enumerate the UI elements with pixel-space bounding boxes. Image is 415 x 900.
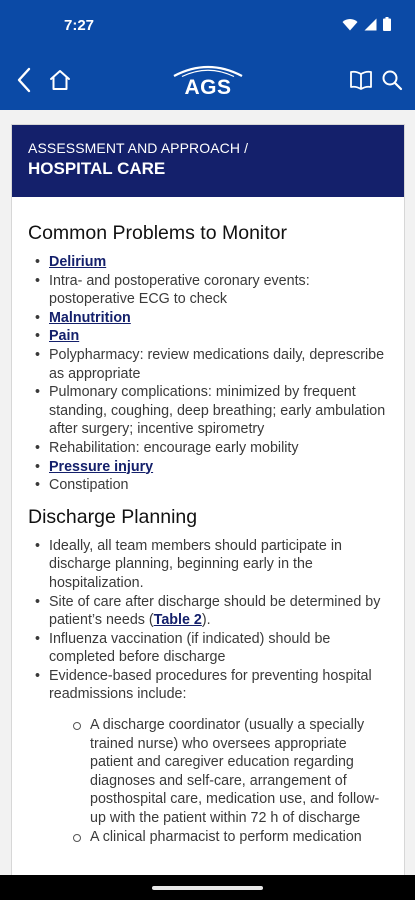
list-item bbox=[28, 309, 388, 328]
list-item: A discharge coordinator (usually a specially trained nurse) who oversees appropriate patient and caregiver education regarding diagnoses and self-care, arrangement of posthospital care, medication use, and follow-up with the patient within 72 h of discharge bbox=[69, 716, 388, 828]
home-gesture-handle[interactable] bbox=[152, 886, 263, 890]
list-item: • Site of care after discharge should be determined by patient’s needs (Table 2). bbox=[28, 593, 388, 630]
delirium-link[interactable]: Delirium bbox=[49, 254, 107, 270]
book-icon bbox=[349, 69, 373, 96]
section-path: ASSESSMENT AND APPROACH / bbox=[28, 140, 249, 156]
content-card bbox=[11, 124, 405, 875]
status-time: 7:27 bbox=[64, 17, 95, 34]
readmission-procedures-list bbox=[69, 716, 388, 846]
section-title: HOSPITAL CARE bbox=[28, 159, 166, 178]
logo-text: AGS bbox=[184, 76, 232, 99]
list-item: • Intra- and postoperative coronary events: postoperative ECG to check bbox=[28, 272, 388, 309]
table-of-contents-button[interactable] bbox=[348, 68, 374, 96]
section-header bbox=[12, 125, 404, 197]
list-item: • Evidence-based procedures for preventing hospital readmissions include: A discharge coordinator (usually a specially trained nurse) who oversees appropriate patient and caregiver education regarding diagnoses and self-care, arrangement of posthospital care, medication use, and follow-up with the patient within 72 h of discharge A clinical pharmacist to perform medication bbox=[28, 667, 388, 846]
problems-heading: Common Problems to Monitor bbox=[28, 222, 288, 244]
pressure-injury-link[interactable]: Pressure injury bbox=[49, 458, 154, 475]
pain-link[interactable]: Pain bbox=[49, 328, 80, 345]
table-2-link[interactable]: Table 2 bbox=[153, 612, 202, 629]
list-item: • Pulmonary complications: minimized by frequent standing, coughing, deep breathing; early ambulation after surgery; incentive spirometry bbox=[28, 383, 388, 439]
list-item: • Influenza vaccination (if indicated) should be completed before discharge bbox=[28, 630, 388, 667]
article-body bbox=[12, 197, 404, 846]
list-item: • Rehabilitation: encourage early mobility bbox=[28, 439, 388, 458]
system-navigation-bar bbox=[0, 875, 415, 900]
list-item: • Ideally, all team members should participate in discharge planning, beginning early in the hospitalization. bbox=[28, 537, 388, 593]
status-bar bbox=[0, 0, 415, 54]
search-button[interactable] bbox=[378, 68, 406, 96]
battery-icon bbox=[383, 17, 391, 36]
content-area[interactable] bbox=[0, 110, 415, 875]
wifi-icon bbox=[342, 18, 358, 36]
list-item bbox=[28, 458, 388, 477]
list-item bbox=[28, 253, 388, 272]
search-icon bbox=[381, 69, 403, 96]
list-item bbox=[28, 327, 388, 346]
home-button[interactable] bbox=[46, 66, 74, 98]
status-icons bbox=[342, 17, 391, 36]
home-icon bbox=[48, 68, 72, 97]
problems-list bbox=[28, 253, 388, 495]
list-item: • Polypharmacy: review medications daily, deprescribe as appropriate bbox=[28, 346, 388, 383]
malnutrition-link[interactable]: Malnutrition bbox=[49, 309, 131, 326]
ags-logo[interactable] bbox=[170, 64, 246, 100]
discharge-heading: Discharge Planning bbox=[28, 505, 198, 528]
app-bar bbox=[0, 54, 415, 110]
list-item: • Constipation bbox=[28, 476, 388, 495]
signal-icon bbox=[364, 18, 377, 36]
list-item: A clinical pharmacist to perform medication bbox=[69, 828, 388, 847]
back-arrow-icon bbox=[16, 67, 32, 98]
discharge-list bbox=[28, 537, 388, 847]
back-button[interactable] bbox=[10, 66, 38, 98]
